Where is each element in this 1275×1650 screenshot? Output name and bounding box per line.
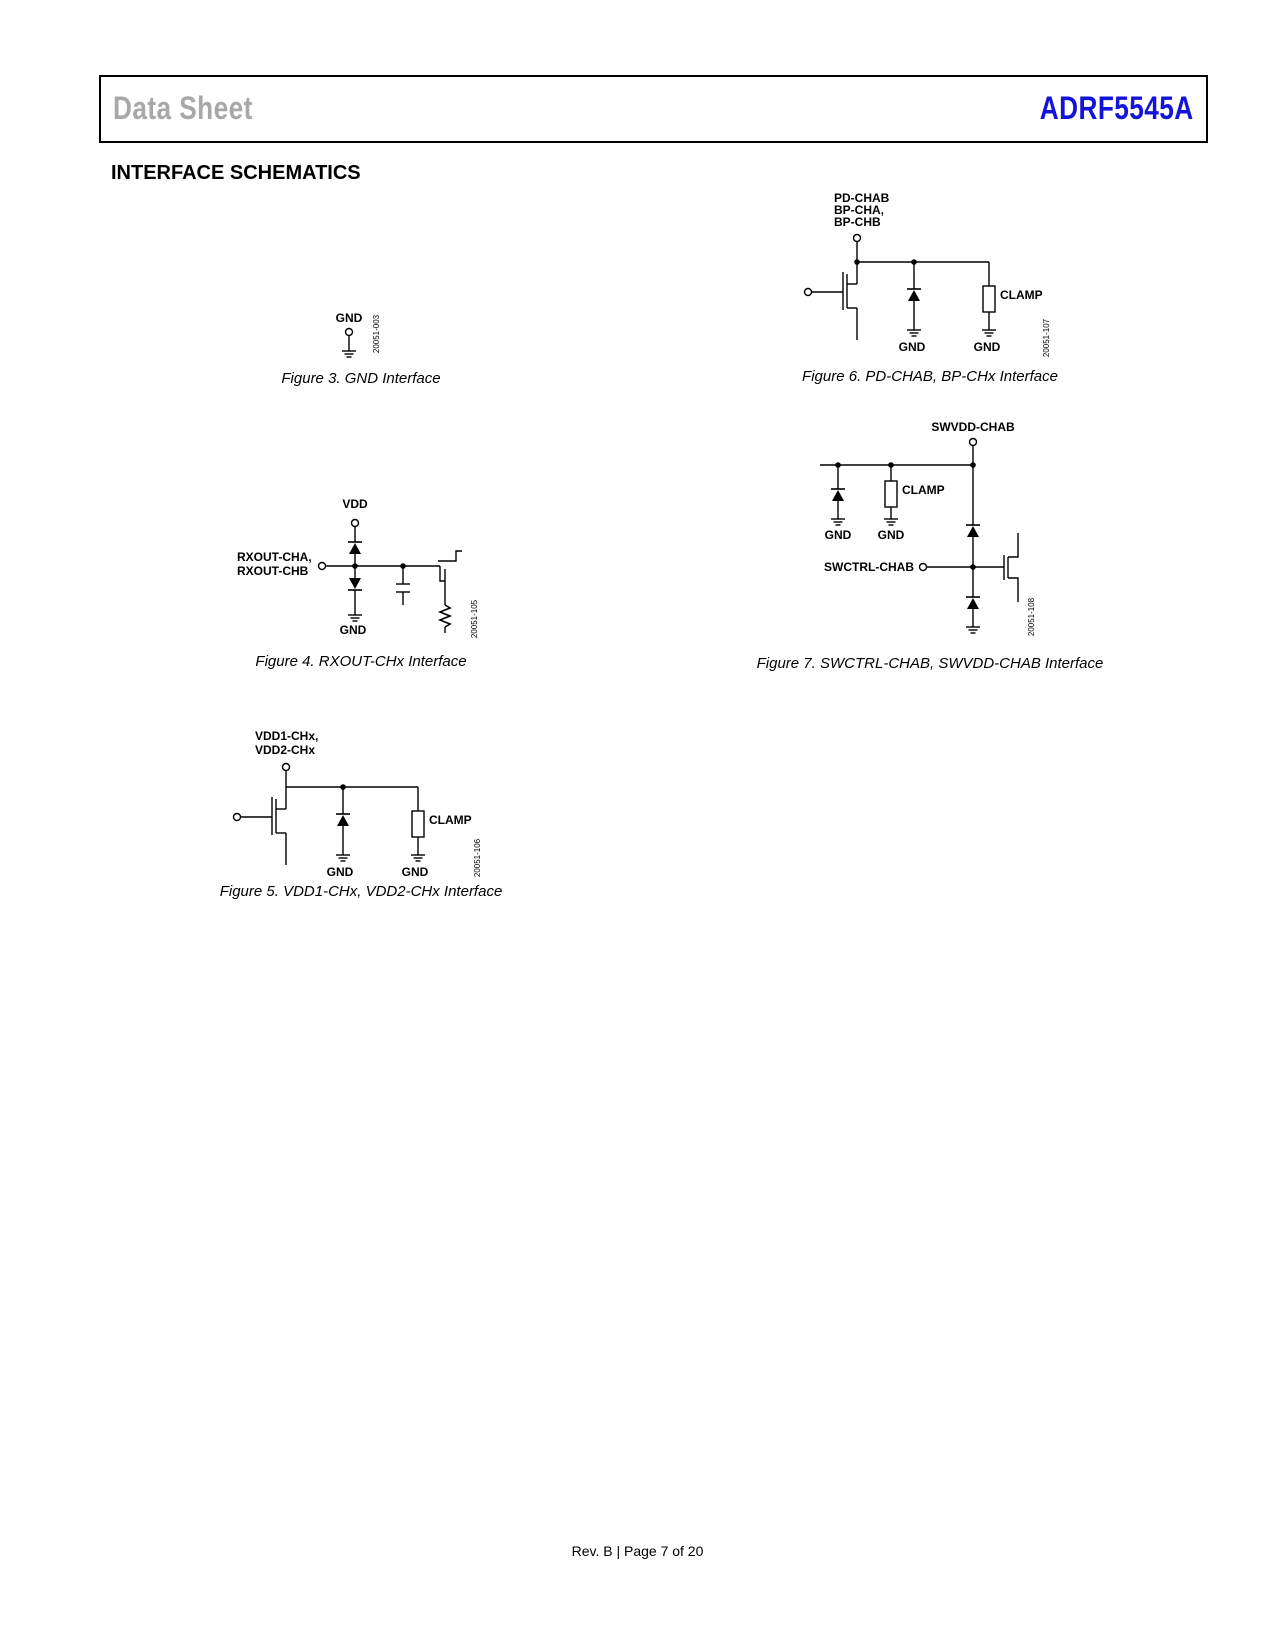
fig4-pin-line1: RXOUT-CHA,	[237, 550, 312, 564]
fig5-ground-2	[411, 855, 425, 861]
fig5-clamp-resistor	[412, 811, 424, 837]
fig4-code: 20051-105	[470, 599, 479, 639]
fig5-diode	[336, 814, 350, 826]
figure-3-gnd-interface	[300, 300, 400, 370]
figure-7-caption: Figure 7. SWCTRL-CHAB, SWVDD-CHAB Interface	[756, 655, 1104, 672]
fig7-code: 20051-108	[1027, 597, 1036, 637]
fig7-junction-3	[970, 462, 976, 468]
fig6-pin-line1: PD-CHAB	[834, 191, 890, 205]
figure-3-schematic	[300, 300, 400, 370]
fig4-junction-2	[400, 563, 406, 569]
fig5-gnd1-label: GND	[326, 865, 354, 879]
figure-3-caption: Figure 3. GND Interface	[281, 370, 441, 387]
fig5-pin-line2: VDD2-CHx	[255, 743, 316, 757]
fig7-ground-1	[831, 519, 845, 525]
fig7-junction-4	[970, 564, 976, 570]
fig4-resistor	[440, 605, 450, 627]
fig7-ctrl-label: SWCTRL-CHAB	[824, 560, 914, 574]
figure-7-schematic	[810, 420, 1060, 650]
fig4-vdd-label: VDD	[342, 497, 368, 511]
page-header	[99, 75, 1208, 143]
fig6-diode	[907, 289, 921, 301]
page-footer: Rev. B | Page 7 of 20	[571, 1543, 704, 1559]
fig6-gnd1-label: GND	[898, 340, 926, 354]
fig4-diode-upper	[348, 542, 362, 554]
fig4-wires	[326, 527, 463, 616]
fig5-clamp-label: CLAMP	[429, 813, 472, 827]
fig6-junction-1	[854, 259, 860, 265]
fig4-pin-line2: RXOUT-CHB	[237, 564, 309, 578]
fig7-clamp-resistor	[885, 481, 897, 507]
fig7-junction-2	[888, 462, 894, 468]
fig7-clamp-label: CLAMP	[902, 483, 945, 497]
fig6-clamp-resistor	[983, 286, 995, 312]
fig5-pin-line1: VDD1-CHx,	[255, 729, 319, 743]
figure-6-pd-bp-interface	[800, 190, 1070, 360]
fig7-supply-label: SWVDD-CHAB	[931, 420, 1015, 434]
figure-4-schematic	[230, 495, 490, 645]
fig7-gnd1-label: GND	[824, 528, 852, 542]
fig3-ground-symbol	[342, 351, 356, 357]
doc-type-label: Data Sheet	[113, 90, 253, 126]
fig6-supply-pin	[854, 235, 861, 242]
fig7-junction-1	[835, 462, 841, 468]
fig5-junction	[340, 784, 346, 790]
fig4-diode-lower	[348, 578, 362, 590]
part-number-link[interactable]: ADRF5545A	[1040, 90, 1194, 126]
fig4-rxout-pin	[319, 563, 326, 570]
fig5-code: 20051-106	[473, 838, 482, 878]
figure-5-schematic	[230, 725, 500, 885]
fig7-ground-2	[884, 519, 898, 525]
fig7-diode-left	[831, 489, 845, 501]
figure-5-caption: Figure 5. VDD1-CHx, VDD2-CHx Interface	[219, 883, 503, 900]
fig6-pin-line3: BP-CHB	[834, 215, 881, 229]
figure-7-swctrl-interface	[810, 420, 1060, 650]
fig7-diode-upper	[966, 525, 980, 537]
fig6-junction-2	[911, 259, 917, 265]
fig4-capacitor	[396, 584, 410, 592]
fig5-gnd2-label: GND	[401, 865, 429, 879]
fig5-gate-pin	[234, 814, 241, 821]
fig6-wires	[812, 242, 989, 341]
figure-6-schematic	[800, 190, 1070, 360]
fig4-junction-1	[352, 563, 358, 569]
fig6-ground-2	[982, 330, 996, 336]
fig4-gnd-label: GND	[339, 623, 367, 637]
fig4-ground-symbol	[348, 615, 362, 621]
fig7-supply-pin	[970, 439, 977, 446]
fig6-gnd2-label: GND	[973, 340, 1001, 354]
fig7-ground-3	[966, 627, 980, 633]
fig6-code: 20051-107	[1042, 318, 1051, 358]
fig7-ctrl-pin	[920, 564, 927, 571]
figure-4-rxout-interface	[230, 495, 490, 645]
section-heading: INTERFACE SCHEMATICS	[111, 162, 361, 184]
fig7-diode-lower	[966, 597, 980, 609]
fig3-gnd-label: GND	[335, 311, 363, 325]
figure-4-caption: Figure 4. RXOUT-CHx Interface	[255, 653, 467, 670]
fig5-wires	[241, 771, 418, 866]
fig3-pin-circle	[346, 329, 353, 336]
fig7-gnd2-label: GND	[877, 528, 905, 542]
fig5-supply-pin	[283, 764, 290, 771]
fig4-vdd-pin	[352, 520, 359, 527]
fig5-ground-1	[336, 855, 350, 861]
fig6-clamp-label: CLAMP	[1000, 288, 1043, 302]
fig6-ground-1	[907, 330, 921, 336]
figure-5-vdd-interface	[230, 725, 500, 885]
fig3-code: 20051-003	[372, 314, 381, 354]
fig6-pin-line2: BP-CHA,	[834, 203, 884, 217]
fig6-gate-pin	[805, 289, 812, 296]
figure-6-caption: Figure 6. PD-CHAB, BP-CHx Interface	[802, 368, 1058, 385]
